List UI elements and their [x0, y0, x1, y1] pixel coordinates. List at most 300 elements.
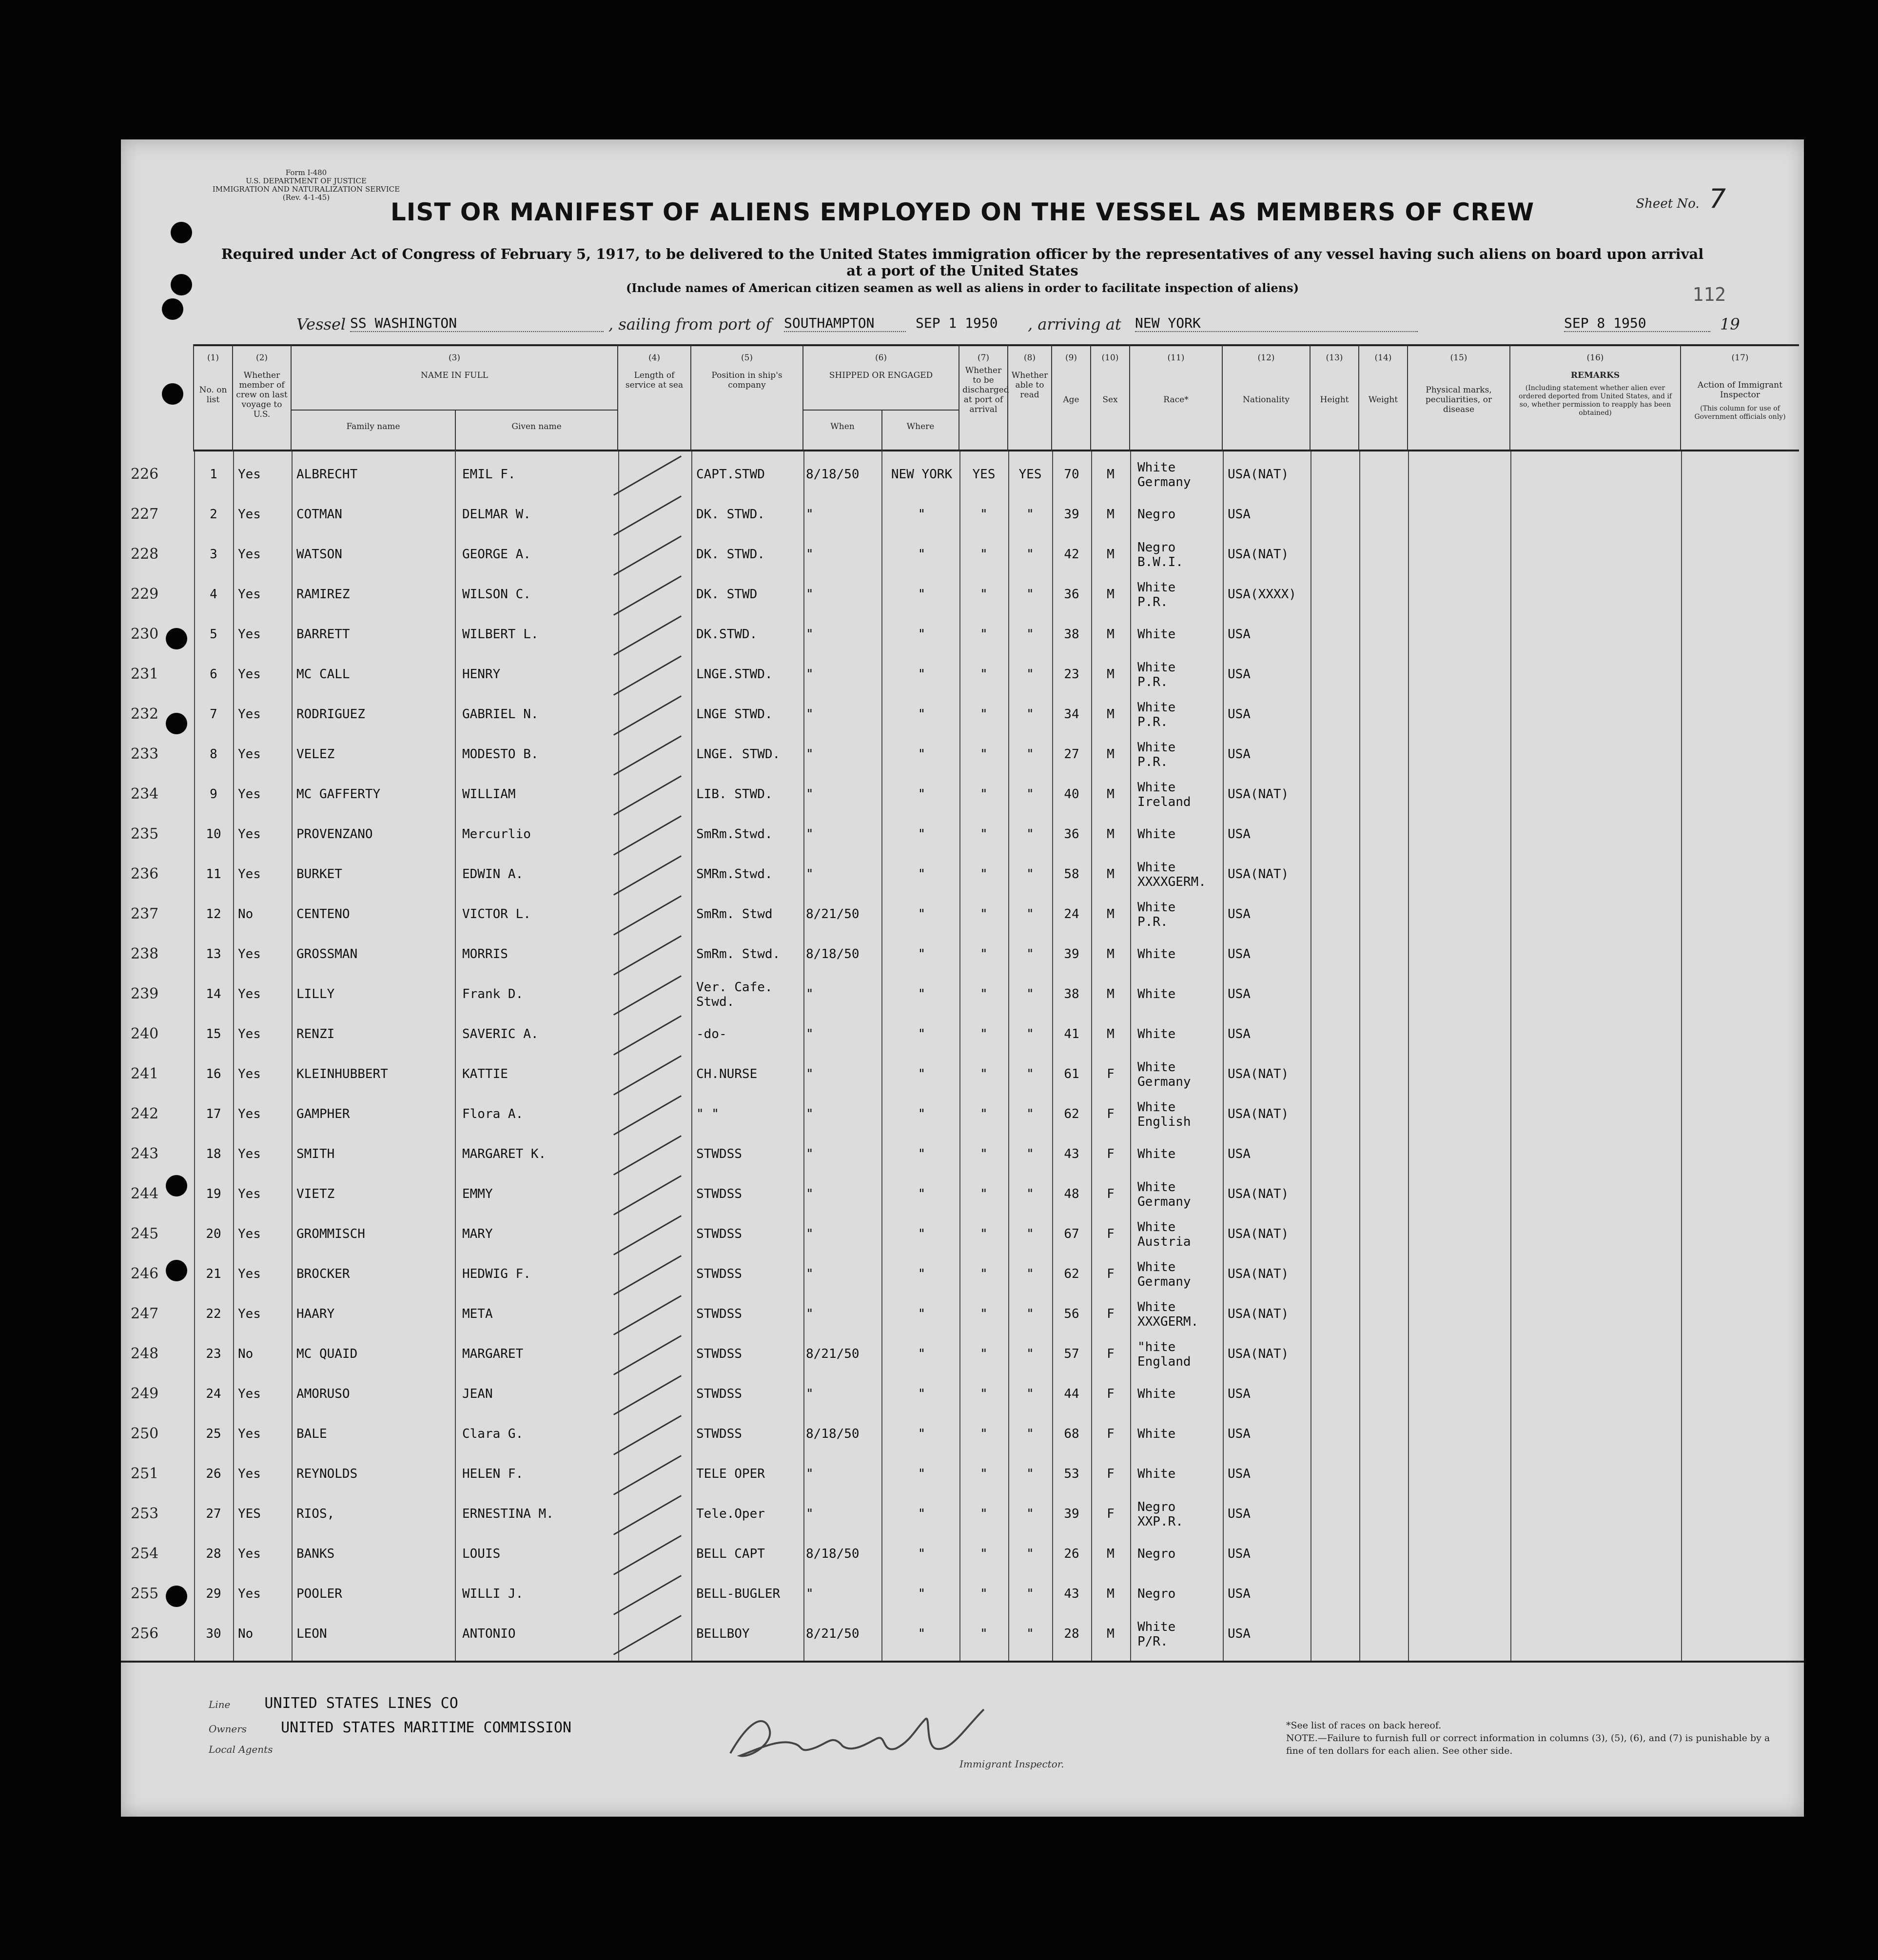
row-margin-number: 245 — [131, 1225, 159, 1242]
row-age: 39 — [1064, 507, 1079, 522]
row-discharged: " — [980, 1187, 988, 1201]
row-given-name: HENRY — [462, 667, 501, 682]
row-family-name: RENZI — [296, 1027, 335, 1041]
row-last-voyage: Yes — [238, 867, 261, 882]
row-given-name: MORRIS — [462, 947, 508, 961]
row-shipped-when: " — [806, 1187, 814, 1201]
row-age: 26 — [1064, 1547, 1079, 1561]
row-last-voyage: Yes — [238, 947, 261, 961]
row-shipped-when: " — [806, 987, 814, 1001]
row-shipped-when: " — [806, 1307, 814, 1321]
row-given-name: Mercurlio — [462, 827, 531, 842]
row-race: Negro — [1137, 1587, 1176, 1601]
row-able-read: " — [1026, 507, 1034, 522]
row-shipped-where: " — [918, 707, 926, 722]
row-position: STWDSS — [696, 1267, 742, 1281]
row-number: 7 — [210, 707, 217, 722]
row-margin-number: 227 — [131, 506, 159, 523]
table-row — [126, 1096, 1799, 1132]
row-race: White P.R. — [1137, 700, 1176, 729]
row-last-voyage: Yes — [238, 1587, 261, 1601]
row-able-read: YES — [1018, 467, 1042, 482]
header-voyage: (2) Whether member of crew on last voyage to U.S. — [233, 344, 292, 451]
inspector-signature — [721, 1700, 994, 1768]
service-check-mark — [613, 695, 682, 736]
row-able-read: " — [1026, 1467, 1034, 1481]
row-discharged: " — [980, 947, 988, 961]
row-race: White Germany — [1137, 1060, 1191, 1089]
binder-hole — [166, 713, 187, 734]
row-shipped-where: " — [918, 1107, 926, 1121]
service-check-mark — [613, 975, 682, 1016]
row-age: 53 — [1064, 1467, 1079, 1481]
row-shipped-when: " — [806, 1027, 814, 1041]
row-nationality: USA(NAT) — [1228, 467, 1289, 482]
row-position: CAPT.STWD — [696, 467, 765, 482]
row-number: 21 — [206, 1267, 221, 1281]
service-check-mark — [613, 1455, 682, 1495]
row-margin-number: 234 — [131, 785, 159, 803]
row-age: 43 — [1064, 1587, 1079, 1601]
row-discharged: " — [980, 1107, 988, 1121]
row-given-name: MARGARET — [462, 1347, 524, 1361]
row-able-read: " — [1026, 1267, 1034, 1281]
row-nationality: USA — [1228, 827, 1251, 842]
row-number: 28 — [206, 1547, 221, 1561]
row-family-name: GROMMISCH — [296, 1227, 365, 1241]
table-row — [126, 496, 1799, 532]
row-position: STWDSS — [696, 1427, 742, 1441]
row-last-voyage: Yes — [238, 747, 261, 762]
row-last-voyage: Yes — [238, 467, 261, 482]
row-family-name: KLEINHUBBERT — [296, 1067, 388, 1081]
row-nationality: USA — [1228, 627, 1251, 642]
header-name: (3) NAME IN FULL Family name Given name — [292, 344, 618, 451]
row-number: 26 — [206, 1467, 221, 1481]
row-sex: M — [1107, 547, 1115, 562]
row-margin-number: 230 — [131, 626, 159, 643]
stamp-number: 112 — [1692, 284, 1726, 305]
row-margin-number: 248 — [131, 1345, 159, 1362]
row-discharged: " — [980, 747, 988, 762]
row-age: 62 — [1064, 1267, 1079, 1281]
row-discharged: " — [980, 1307, 988, 1321]
row-position: LNGE. STWD. — [696, 747, 781, 762]
row-last-voyage: Yes — [238, 1187, 261, 1201]
row-sex: F — [1107, 1387, 1115, 1401]
row-sex: F — [1107, 1147, 1115, 1161]
row-shipped-when: " — [806, 867, 814, 882]
row-number: 4 — [210, 587, 217, 602]
row-given-name: LOUIS — [462, 1547, 501, 1561]
row-race: White — [1137, 987, 1176, 1001]
row-nationality: USA(NAT) — [1228, 1307, 1289, 1321]
row-margin-number: 255 — [131, 1585, 159, 1602]
row-nationality: USA — [1228, 1627, 1251, 1641]
row-last-voyage: Yes — [238, 1387, 261, 1401]
row-family-name: MC QUAID — [296, 1347, 358, 1361]
row-race: White — [1137, 1387, 1176, 1401]
row-discharged: " — [980, 987, 988, 1001]
row-discharged: " — [980, 1507, 988, 1521]
row-number: 23 — [206, 1347, 221, 1361]
row-nationality: USA(NAT) — [1228, 547, 1289, 562]
row-shipped-where: " — [918, 587, 926, 602]
row-nationality: USA(NAT) — [1228, 1267, 1289, 1281]
row-given-name: ANTONIO — [462, 1627, 516, 1641]
row-family-name: SMITH — [296, 1147, 335, 1161]
row-last-voyage: Yes — [238, 987, 261, 1001]
row-number: 6 — [210, 667, 217, 682]
row-sex: M — [1107, 907, 1115, 921]
row-race: Negro B.W.I. — [1137, 540, 1183, 569]
row-shipped-when: " — [806, 1067, 814, 1081]
table-row — [126, 616, 1799, 652]
row-age: 61 — [1064, 1067, 1079, 1081]
row-age: 34 — [1064, 707, 1079, 722]
row-given-name: MARY — [462, 1227, 493, 1241]
owners-field: Owners UNITED STATES MARITIME COMMISSION — [209, 1719, 572, 1736]
row-position: STWDSS — [696, 1187, 742, 1201]
service-check-mark — [613, 735, 682, 776]
row-last-voyage: Yes — [238, 707, 261, 722]
table-row — [126, 1216, 1799, 1252]
row-margin-number: 244 — [131, 1185, 159, 1202]
row-nationality: USA(NAT) — [1228, 1187, 1289, 1201]
header-sex: (10) Sex — [1091, 344, 1130, 451]
table-row — [126, 816, 1799, 852]
table-row — [126, 856, 1799, 892]
row-age: 23 — [1064, 667, 1079, 682]
row-race: White — [1137, 947, 1176, 961]
row-family-name: GROSSMAN — [296, 947, 358, 961]
row-race: White — [1137, 1147, 1176, 1161]
row-discharged: " — [980, 907, 988, 921]
service-check-mark — [613, 575, 682, 616]
header-remarks: (16) REMARKS (Including statement whether alien ever ordered deported from United States, and if so, whether permission to reapply has been obtained) — [1510, 344, 1681, 451]
row-position: Ver. Cafe. Stwd. — [696, 980, 773, 1009]
row-race: White Ireland — [1137, 780, 1191, 809]
row-shipped-where: " — [918, 907, 926, 921]
row-given-name: ERNESTINA M. — [462, 1507, 554, 1521]
row-sex: M — [1107, 467, 1115, 482]
service-check-mark — [613, 1495, 682, 1535]
row-shipped-when: 8/21/50 — [806, 1627, 860, 1641]
row-race: Negro XXP.R. — [1137, 1500, 1183, 1529]
row-given-name: EMMY — [462, 1187, 493, 1201]
header-service: (4) Length of service at sea — [618, 344, 691, 451]
row-number: 29 — [206, 1587, 221, 1601]
row-age: 24 — [1064, 907, 1079, 921]
row-number: 25 — [206, 1427, 221, 1441]
row-nationality: USA(NAT) — [1228, 1347, 1289, 1361]
row-nationality: USA — [1228, 507, 1251, 522]
row-age: 39 — [1064, 1507, 1079, 1521]
row-position: SmRm.Stwd. — [696, 827, 773, 842]
row-able-read: " — [1026, 907, 1034, 921]
header-no: (1) No. on list — [194, 344, 233, 451]
row-nationality: USA — [1228, 667, 1251, 682]
row-age: 28 — [1064, 1627, 1079, 1641]
row-age: 67 — [1064, 1227, 1079, 1241]
row-nationality: USA(NAT) — [1228, 1107, 1289, 1121]
row-position: STWDSS — [696, 1347, 742, 1361]
row-position: SmRm. Stwd. — [696, 947, 781, 961]
row-last-voyage: Yes — [238, 1147, 261, 1161]
row-margin-number: 254 — [131, 1545, 159, 1562]
row-sex: M — [1107, 827, 1115, 842]
row-discharged: " — [980, 627, 988, 642]
row-discharged: " — [980, 787, 988, 802]
row-position: STWDSS — [696, 1147, 742, 1161]
row-number: 14 — [206, 987, 221, 1001]
row-able-read: " — [1026, 667, 1034, 682]
service-check-mark — [613, 1215, 682, 1255]
row-age: 43 — [1064, 1147, 1079, 1161]
row-family-name: BALE — [296, 1427, 327, 1441]
row-shipped-when: 8/21/50 — [806, 1347, 860, 1361]
binder-hole — [162, 298, 183, 320]
service-check-mark — [613, 455, 682, 496]
row-position: LNGE.STWD. — [696, 667, 773, 682]
row-family-name: COTMAN — [296, 507, 342, 522]
row-position: DK. STWD. — [696, 507, 765, 522]
row-sex: F — [1107, 1267, 1115, 1281]
row-discharged: " — [980, 1027, 988, 1041]
binder-hole — [166, 628, 187, 649]
row-shipped-where: " — [918, 507, 926, 522]
service-check-mark — [613, 1255, 682, 1295]
row-number: 10 — [206, 827, 221, 842]
table-row — [126, 1256, 1799, 1292]
row-margin-number: 251 — [131, 1465, 159, 1482]
row-discharged: " — [980, 507, 988, 522]
row-sex: F — [1107, 1067, 1115, 1081]
row-race: White English — [1137, 1100, 1191, 1129]
vessel-name: SS WASHINGTON — [350, 315, 604, 332]
page-title: LIST OR MANIFEST OF ALIENS EMPLOYED ON THE VESSEL AS MEMBERS OF CREW — [390, 198, 1535, 226]
row-nationality: USA — [1228, 1027, 1251, 1041]
row-nationality: USA(NAT) — [1228, 1227, 1289, 1241]
row-shipped-where: " — [918, 1147, 926, 1161]
row-nationality: USA — [1228, 747, 1251, 762]
row-given-name: WILLI J. — [462, 1587, 524, 1601]
row-number: 20 — [206, 1227, 221, 1241]
row-able-read: " — [1026, 1547, 1034, 1561]
row-margin-number: 231 — [131, 666, 159, 683]
row-family-name: MC CALL — [296, 667, 350, 682]
row-nationality: USA(NAT) — [1228, 1067, 1289, 1081]
row-able-read: " — [1026, 1187, 1034, 1201]
row-age: 68 — [1064, 1427, 1079, 1441]
row-sex: M — [1107, 1627, 1115, 1641]
row-age: 57 — [1064, 1347, 1079, 1361]
service-check-mark — [613, 1375, 682, 1415]
row-shipped-when: " — [806, 587, 814, 602]
row-able-read: " — [1026, 1307, 1034, 1321]
row-family-name: VELEZ — [296, 747, 335, 762]
table-row — [126, 776, 1799, 812]
binder-hole — [171, 274, 192, 295]
row-margin-number: 232 — [131, 706, 159, 723]
row-margin-number: 226 — [131, 466, 159, 483]
row-nationality: USA — [1228, 907, 1251, 921]
row-given-name: DELMAR W. — [462, 507, 531, 522]
row-margin-number: 235 — [131, 825, 159, 843]
row-number: 30 — [206, 1627, 221, 1641]
row-position: BELL-BUGLER — [696, 1587, 781, 1601]
row-age: 42 — [1064, 547, 1079, 562]
arrival-port: NEW YORK — [1135, 315, 1418, 332]
row-shipped-when: " — [806, 1467, 814, 1481]
header-height: (13) Height — [1311, 344, 1359, 451]
row-margin-number: 253 — [131, 1505, 159, 1522]
row-margin-number: 256 — [131, 1625, 159, 1642]
row-shipped-where: " — [918, 1027, 926, 1041]
header-read: (8) Whether able to read — [1008, 344, 1052, 451]
row-shipped-where: " — [918, 1267, 926, 1281]
row-last-voyage: No — [238, 1627, 254, 1641]
service-check-mark — [613, 855, 682, 896]
row-age: 36 — [1064, 587, 1079, 602]
row-last-voyage: Yes — [238, 1267, 261, 1281]
row-age: 38 — [1064, 987, 1079, 1001]
row-race: White — [1137, 1027, 1176, 1041]
row-sex: F — [1107, 1187, 1115, 1201]
row-last-voyage: Yes — [238, 1107, 261, 1121]
sheet-number: Sheet No. 7 — [1636, 183, 1726, 214]
row-position: TELE OPER — [696, 1467, 765, 1481]
row-position: SMRm.Stwd. — [696, 867, 773, 882]
row-shipped-where: " — [918, 1347, 926, 1361]
row-race: White — [1137, 827, 1176, 842]
row-position: BELLBOY — [696, 1627, 750, 1641]
row-last-voyage: No — [238, 1347, 254, 1361]
row-shipped-where: " — [918, 987, 926, 1001]
service-check-mark — [613, 1415, 682, 1455]
row-race: Negro — [1137, 507, 1176, 522]
row-number: 5 — [210, 627, 217, 642]
row-discharged: " — [980, 667, 988, 682]
sailing-date: SEP 1 1950 — [916, 315, 998, 331]
row-shipped-where: " — [918, 1427, 926, 1441]
row-able-read: " — [1026, 787, 1034, 802]
row-able-read: " — [1026, 547, 1034, 562]
table-row — [126, 1136, 1799, 1172]
row-sex: M — [1107, 787, 1115, 802]
table-row — [126, 1456, 1799, 1492]
header-action: (17) Action of Immigrant Inspector (This column for use of Government officials only) — [1681, 344, 1799, 451]
row-margin-number: 249 — [131, 1385, 159, 1402]
row-able-read: " — [1026, 1027, 1034, 1041]
row-family-name: BROCKER — [296, 1267, 350, 1281]
row-position: CH.NURSE — [696, 1067, 758, 1081]
row-last-voyage: Yes — [238, 787, 261, 802]
row-last-voyage: Yes — [238, 627, 261, 642]
row-sex: M — [1107, 707, 1115, 722]
manifest-sheet — [121, 139, 1804, 1817]
row-given-name: EDWIN A. — [462, 867, 524, 882]
row-discharged: " — [980, 1387, 988, 1401]
service-check-mark — [613, 895, 682, 936]
row-age: 70 — [1064, 467, 1079, 482]
row-shipped-where: " — [918, 1507, 926, 1521]
row-age: 27 — [1064, 747, 1079, 762]
row-position: STWDSS — [696, 1387, 742, 1401]
row-nationality: USA(XXXX) — [1228, 587, 1296, 602]
row-age: 44 — [1064, 1387, 1079, 1401]
row-shipped-when: 8/18/50 — [806, 947, 860, 961]
row-sex: M — [1107, 747, 1115, 762]
binder-hole — [166, 1586, 187, 1607]
row-family-name: RAMIREZ — [296, 587, 350, 602]
row-race: White P/R. — [1137, 1620, 1176, 1649]
binder-hole — [171, 222, 192, 243]
row-position: " " — [696, 1107, 719, 1121]
row-race: White Germany — [1137, 1180, 1191, 1209]
service-check-mark — [613, 1175, 682, 1215]
row-margin-number: 247 — [131, 1305, 159, 1322]
service-check-mark — [613, 815, 682, 856]
row-sex: F — [1107, 1107, 1115, 1121]
row-sex: M — [1107, 867, 1115, 882]
row-sex: M — [1107, 627, 1115, 642]
row-discharged: " — [980, 587, 988, 602]
row-position: STWDSS — [696, 1227, 742, 1241]
row-family-name: GAMPHER — [296, 1107, 350, 1121]
row-given-name: Frank D. — [462, 987, 524, 1001]
row-discharged: " — [980, 1067, 988, 1081]
row-sex: M — [1107, 1027, 1115, 1041]
row-position: DK.STWD. — [696, 627, 758, 642]
table-row — [126, 656, 1799, 692]
row-margin-number: 243 — [131, 1145, 159, 1162]
row-family-name: VIETZ — [296, 1187, 335, 1201]
row-age: 38 — [1064, 627, 1079, 642]
row-number: 3 — [210, 547, 217, 562]
row-position: STWDSS — [696, 1307, 742, 1321]
row-number: 27 — [206, 1507, 221, 1521]
row-nationality: USA — [1228, 1387, 1251, 1401]
row-margin-number: 246 — [131, 1265, 159, 1282]
row-race: White — [1137, 627, 1176, 642]
row-discharged: " — [980, 1587, 988, 1601]
row-sex: F — [1107, 1227, 1115, 1241]
row-discharged: " — [980, 1627, 988, 1641]
row-able-read: " — [1026, 867, 1034, 882]
table-row — [126, 1296, 1799, 1332]
row-last-voyage: Yes — [238, 1427, 261, 1441]
row-family-name: BURKET — [296, 867, 342, 882]
table-row — [126, 936, 1799, 972]
row-margin-number: 239 — [131, 985, 159, 1002]
row-number: 24 — [206, 1387, 221, 1401]
table-row — [126, 1416, 1799, 1452]
row-family-name: REYNOLDS — [296, 1467, 358, 1481]
row-age: 39 — [1064, 947, 1079, 961]
row-given-name: MARGARET K. — [462, 1147, 547, 1161]
row-last-voyage: Yes — [238, 587, 261, 602]
row-sex: M — [1107, 987, 1115, 1001]
row-sex: F — [1107, 1307, 1115, 1321]
row-position: DK. STWD. — [696, 547, 765, 562]
table-row — [126, 1176, 1799, 1212]
row-discharged: " — [980, 707, 988, 722]
service-check-mark — [613, 495, 682, 536]
table-row — [126, 976, 1799, 1012]
row-number: 15 — [206, 1027, 221, 1041]
row-shipped-when: 8/21/50 — [806, 907, 860, 921]
